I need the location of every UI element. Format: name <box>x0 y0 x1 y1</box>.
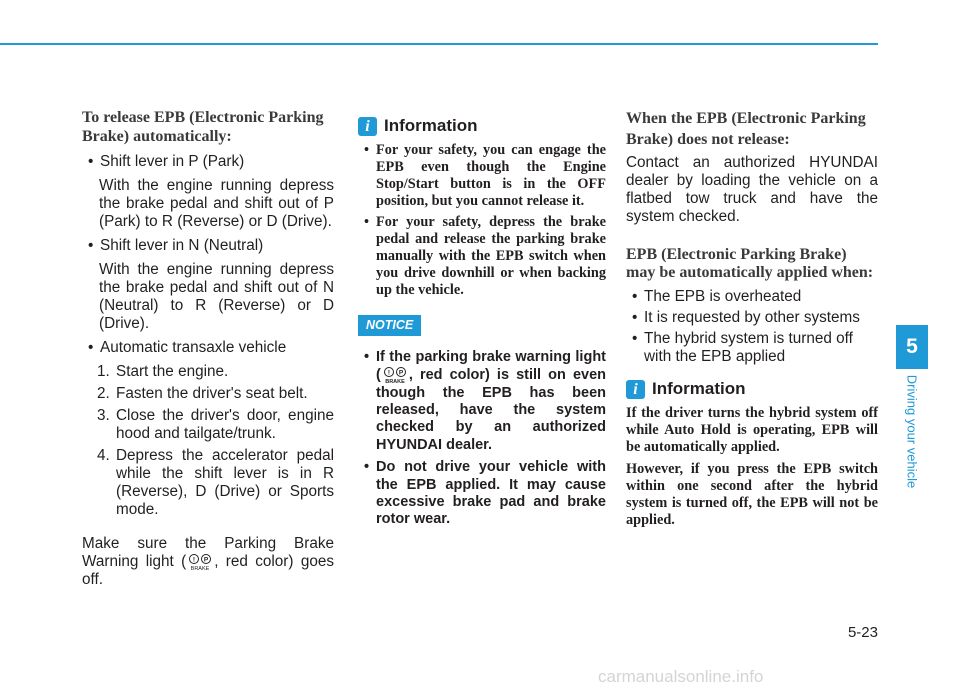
release-heading: To release EPB (Electronic Parking Brake) automatically: <box>82 109 324 145</box>
info-icon: i <box>626 380 645 399</box>
svg-text:!: ! <box>387 369 390 377</box>
svg-text:!: ! <box>193 556 196 564</box>
info-bullet-engage: • For your safety, you can engage the EPB even though the Engine Stop/Start button is in the OFF position, but you cannot release it. <box>358 142 606 210</box>
info-paragraph-one-second: However, if you press the EPB switch within one second after the hybrid system is turned off, the EPB will not be applied. <box>626 461 878 528</box>
footer-watermark: carmanualsonline.info <box>598 667 764 686</box>
list-item: • It is requested by other systems <box>626 309 878 327</box>
column-middle <box>358 108 606 529</box>
brake-icon-label: BRAKE <box>190 566 210 571</box>
svg-text:P: P <box>398 369 404 377</box>
bullet-park: • Shift lever in P (Park) <box>82 153 334 171</box>
information-header <box>358 116 606 136</box>
no-release-heading: When the EPB (Electronic Parking Brake) does not release: <box>626 110 866 148</box>
auto-applied-heading: EPB (Electronic Parking Brake) may be automatically applied when: <box>626 246 874 281</box>
notice-bullet-warning: • If the parking brake warning light ( ! P BRAKE , red color) is still on even though the EPB has been released, have the system checked by an authorized HYUNDAI dealer. <box>358 349 606 454</box>
brake-icon-label: BRAKE <box>385 379 405 385</box>
notice-bullet-wear: • Do not drive your vehicle with the EPB applied. It may cause excessive brake pad and brake rotor wear. <box>358 459 606 529</box>
info-icon: i <box>358 117 377 136</box>
step-4: 4. Depress the accelerator pedal while the shift lever is in R (Reverse), D (Drive) or Sports mode. <box>97 447 334 518</box>
column-left <box>82 108 334 589</box>
information-title: Information <box>384 116 478 135</box>
page-number: 5-23 <box>847 624 878 641</box>
information-header-2 <box>626 379 878 399</box>
bullet-neutral-text: With the engine running depress the brake pedal and shift out of N (Neutral) to R (Reverse) or D (Drive). <box>99 261 334 332</box>
notice-badge: NOTICE <box>358 315 421 336</box>
step-3: 3. Close the driver's door, engine hood and tailgate/trunk. <box>97 407 334 442</box>
step-1: 1. Start the engine. <box>97 363 229 380</box>
brake-warning-icon <box>381 366 409 384</box>
no-release-text: Contact an authorized HYUNDAI dealer by loading the vehicle on a flatbed tow truck and have the system checked. <box>626 154 878 225</box>
list-item: • The EPB is overheated <box>626 288 878 306</box>
info-bullet-downhill: • For your safety, depress the brake pedal and release the parking brake manually with the EPB switch when you drive downhill or when backing up the vehicle. <box>358 214 606 299</box>
bullet-neutral: • Shift lever in N (Neutral) <box>82 237 334 255</box>
info-paragraph-auto-hold: If the driver turns the hybrid system off while Auto Hold is operating, EPB will be automatically applied. <box>626 405 878 455</box>
top-rule <box>0 43 878 45</box>
notice-wrapper <box>358 315 606 336</box>
chapter-number: 5 <box>906 335 918 358</box>
bullet-park-text: With the engine running depress the brake pedal and shift out of P (Park) to R (Reverse) or D (Drive). <box>99 177 334 230</box>
section-label: Driving your vehicle <box>904 374 920 489</box>
brake-warning-icon <box>186 553 214 571</box>
closing-note: Make sure the Parking Brake Warning light ( ! P BRAKE , red color) goes off. <box>82 535 334 589</box>
bullet-transaxle: • Automatic transaxle vehicle <box>82 339 334 357</box>
svg-text:P: P <box>204 556 209 564</box>
chapter-tab <box>896 325 928 369</box>
column-right <box>626 108 878 529</box>
information-title: Information <box>652 379 746 398</box>
step-2: 2. Fasten the driver's seat belt. <box>97 385 308 402</box>
section-label-wrapper <box>902 370 922 498</box>
list-item: • The hybrid system is turned off with the EPB applied <box>626 330 878 366</box>
